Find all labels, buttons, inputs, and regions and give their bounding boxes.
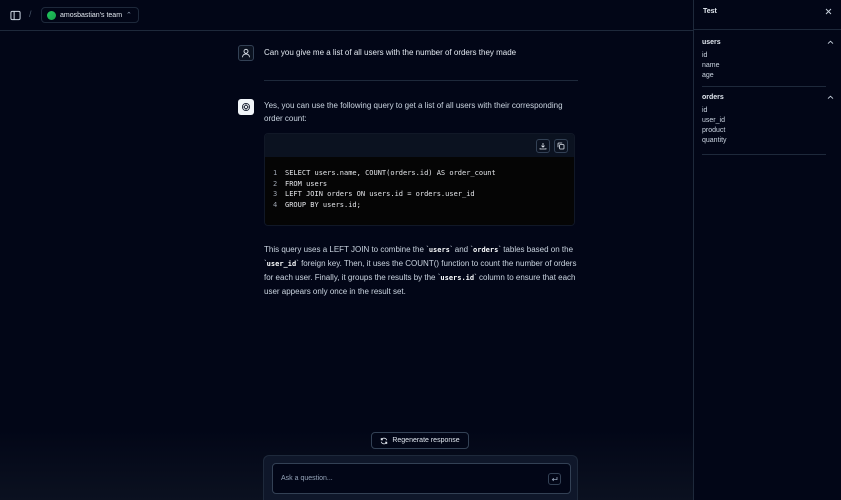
code-text: SELECT users.name, COUNT(orders.id) AS order_count [285, 169, 496, 177]
code-line [273, 200, 566, 211]
column-list [702, 51, 834, 81]
copy-icon [557, 142, 565, 150]
table-name: orders [702, 94, 724, 101]
inline-code: orders [473, 246, 499, 254]
section-divider [702, 154, 826, 155]
send-button[interactable] [548, 473, 561, 485]
assistant-logo-icon [238, 99, 254, 115]
table-section-orders [702, 92, 834, 146]
line-number: 4 [273, 200, 278, 209]
download-icon [539, 142, 547, 150]
column-item: id [702, 107, 708, 114]
column-item: user_id [702, 117, 725, 124]
chevron-up-icon [827, 94, 834, 101]
section-divider [702, 86, 826, 87]
panel-divider [694, 29, 841, 30]
inline-code: users.id [440, 274, 475, 282]
code-text: LEFT JOIN orders ON users.id = orders.user_id [285, 190, 475, 198]
question-input[interactable] [272, 463, 571, 494]
user-message-text: Can you give me a list of all users with the number of orders they made [264, 48, 517, 57]
table-name: users [702, 39, 721, 46]
copy-button[interactable] [554, 139, 568, 153]
breadcrumb-separator: / [29, 9, 32, 19]
team-name: amosbastian's team [60, 11, 123, 19]
chat-thread [238, 45, 578, 296]
line-number: 3 [273, 190, 278, 198]
chevron-updown-icon: ⌃ [126, 12, 132, 19]
top-bar [0, 0, 693, 31]
user-avatar-icon [238, 45, 254, 61]
explanation-segment: ` tables based on the ` [264, 245, 574, 268]
explanation-segment: ` and ` [449, 245, 474, 254]
user-message [238, 45, 578, 61]
column-item: product [702, 127, 726, 134]
question-input-placeholder: Ask a question... [281, 475, 333, 482]
composer [263, 455, 578, 500]
table-header-users[interactable] [702, 37, 834, 48]
line-number: 2 [273, 179, 278, 188]
panel-title: Test [703, 8, 717, 15]
sidebar-toggle-icon[interactable] [9, 9, 22, 22]
assistant-explanation-text [264, 243, 578, 298]
table-section-users [702, 37, 834, 81]
team-switcher-button[interactable] [41, 7, 139, 23]
schema-panel [693, 0, 841, 500]
inline-code: user_id [266, 260, 297, 268]
regenerate-label: Regenerate response [392, 437, 460, 444]
chevron-up-icon [827, 39, 834, 46]
code-content [265, 157, 574, 225]
line-number: 1 [273, 169, 278, 177]
refresh-icon [380, 437, 388, 445]
assistant-intro-text: Yes, you can use the following query to get a list of all users with their corresponding order count: [264, 101, 563, 123]
code-line [273, 179, 566, 190]
explanation-segment: ` foreign key. Then, it uses the COUNT() function to count the number of orders for each user. Finally, it groups the results by the ` [264, 259, 577, 282]
regenerate-response-button[interactable] [371, 432, 469, 449]
explanation-segment: This query uses a LEFT JOIN to combine the ` [264, 245, 429, 254]
column-item: id [702, 52, 708, 59]
explanation-segment: ` column to ensure that each user appears only once in the result set. [264, 273, 576, 296]
column-item: age [702, 72, 714, 79]
code-line [273, 189, 566, 200]
team-avatar [47, 11, 56, 20]
column-item: name [702, 62, 720, 69]
download-button[interactable] [536, 139, 550, 153]
message-divider [264, 80, 578, 81]
column-item: quantity [702, 137, 727, 144]
column-list [702, 106, 834, 146]
code-toolbar [265, 134, 574, 157]
assistant-message [238, 99, 578, 296]
code-text: GROUP BY users.id; [285, 200, 361, 209]
code-line [273, 168, 566, 179]
code-block [264, 133, 575, 226]
assistant-message-body [264, 99, 578, 298]
enter-icon [551, 476, 558, 483]
table-header-orders[interactable] [702, 92, 834, 103]
code-text: FROM users [285, 179, 328, 188]
inline-code: users [428, 246, 450, 254]
close-icon[interactable] [824, 7, 833, 16]
